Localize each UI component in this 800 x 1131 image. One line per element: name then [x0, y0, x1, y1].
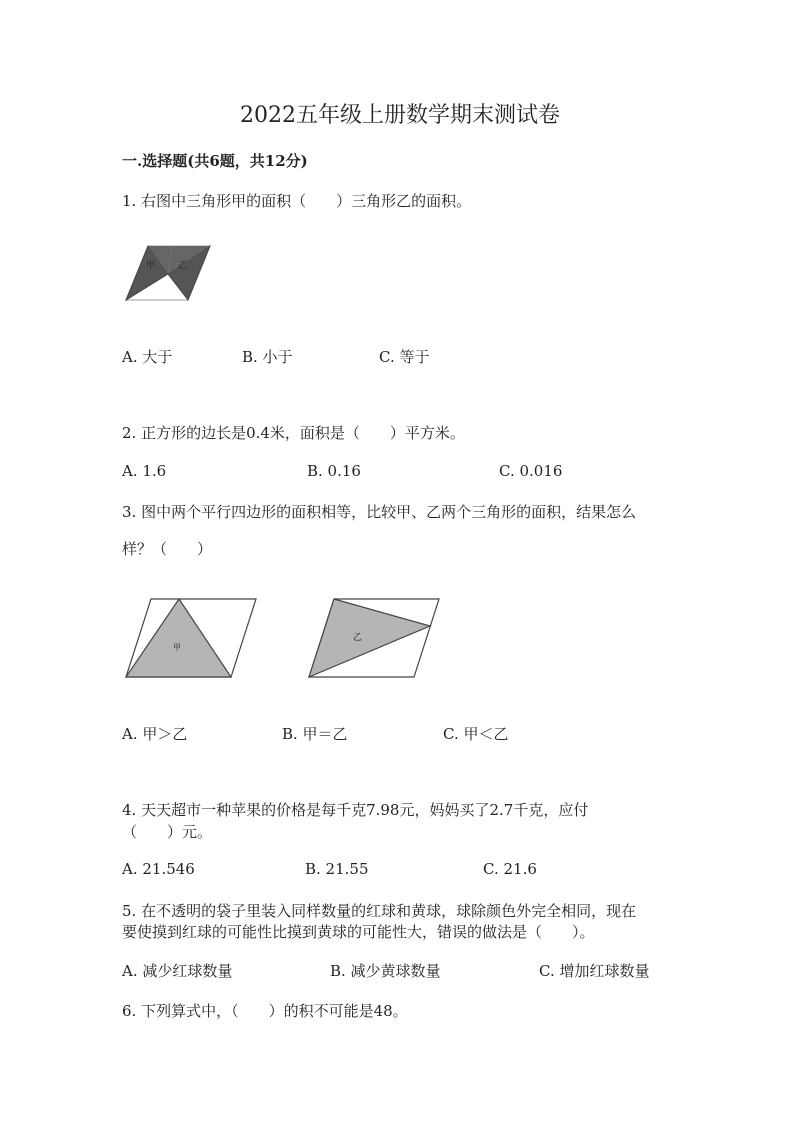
- question-1-text: 1. 右图中三角形甲的面积（ ）三角形乙的面积。: [122, 192, 472, 210]
- label-jia: 甲: [146, 261, 156, 271]
- bowtie-triangles-figure: [122, 240, 214, 304]
- question-5-text-line1: 5. 在不透明的袋子里装入同样数量的红球和黄球，球除颜色外完全相同，现在: [122, 902, 637, 920]
- triangle-yi: [309, 599, 430, 677]
- question-3-text-line1: 3. 图中两个平行四边形的面积相等，比较甲、乙两个三角形的面积，结果怎么: [122, 503, 637, 521]
- q4-option-a: A. 21.546: [122, 860, 195, 878]
- label-jia: 甲: [173, 643, 181, 652]
- question-5-text-line2: 要使摸到红球的可能性比摸到黄球的可能性大，错误的做法是（ ）。: [122, 923, 595, 941]
- q1-option-c: C. 等于: [379, 348, 430, 366]
- triangle-jia: [126, 599, 231, 677]
- question-4-text-line2: （ ）元。: [122, 823, 213, 841]
- q2-option-c: C. 0.016: [499, 462, 563, 480]
- label-yi: 乙: [353, 633, 363, 643]
- question-4-text-line1: 4. 天天超市一种苹果的价格是每千克7.98元，妈妈买了2.7千克，应付: [122, 801, 589, 819]
- question-3-text-line2: 样？（ ）: [122, 540, 213, 558]
- label-yi: 乙: [178, 261, 188, 271]
- q4-option-c: C. 21.6: [483, 860, 537, 878]
- question-6-text: 6. 下列算式中，（ ）的积不可能是48。: [122, 1002, 408, 1020]
- page-title: 2022五年级上册数学期末测试卷: [240, 103, 560, 128]
- q3-option-a: A. 甲＞乙: [122, 725, 188, 743]
- section-heading: 一.选择题(共6题，共12分): [122, 152, 308, 170]
- parallelogram-yi-figure: [305, 595, 445, 681]
- q2-option-a: A. 1.6: [122, 462, 167, 480]
- question-2-text: 2. 正方形的边长是0.4米，面积是（ ）平方米。: [122, 424, 465, 442]
- q4-option-b: B. 21.55: [305, 860, 369, 878]
- q3-option-b: B. 甲＝乙: [282, 725, 348, 743]
- q2-option-b: B. 0.16: [307, 462, 361, 480]
- parallelogram-jia-figure: [122, 595, 262, 681]
- q1-option-a: A. 大于: [122, 348, 173, 366]
- q1-option-b: B. 小于: [242, 348, 293, 366]
- q3-option-c: C. 甲＜乙: [443, 725, 509, 743]
- q5-option-a: A. 减少红球数量: [122, 962, 233, 980]
- q5-option-b: B. 减少黄球数量: [330, 962, 441, 980]
- q5-option-c: C. 增加红球数量: [539, 962, 650, 980]
